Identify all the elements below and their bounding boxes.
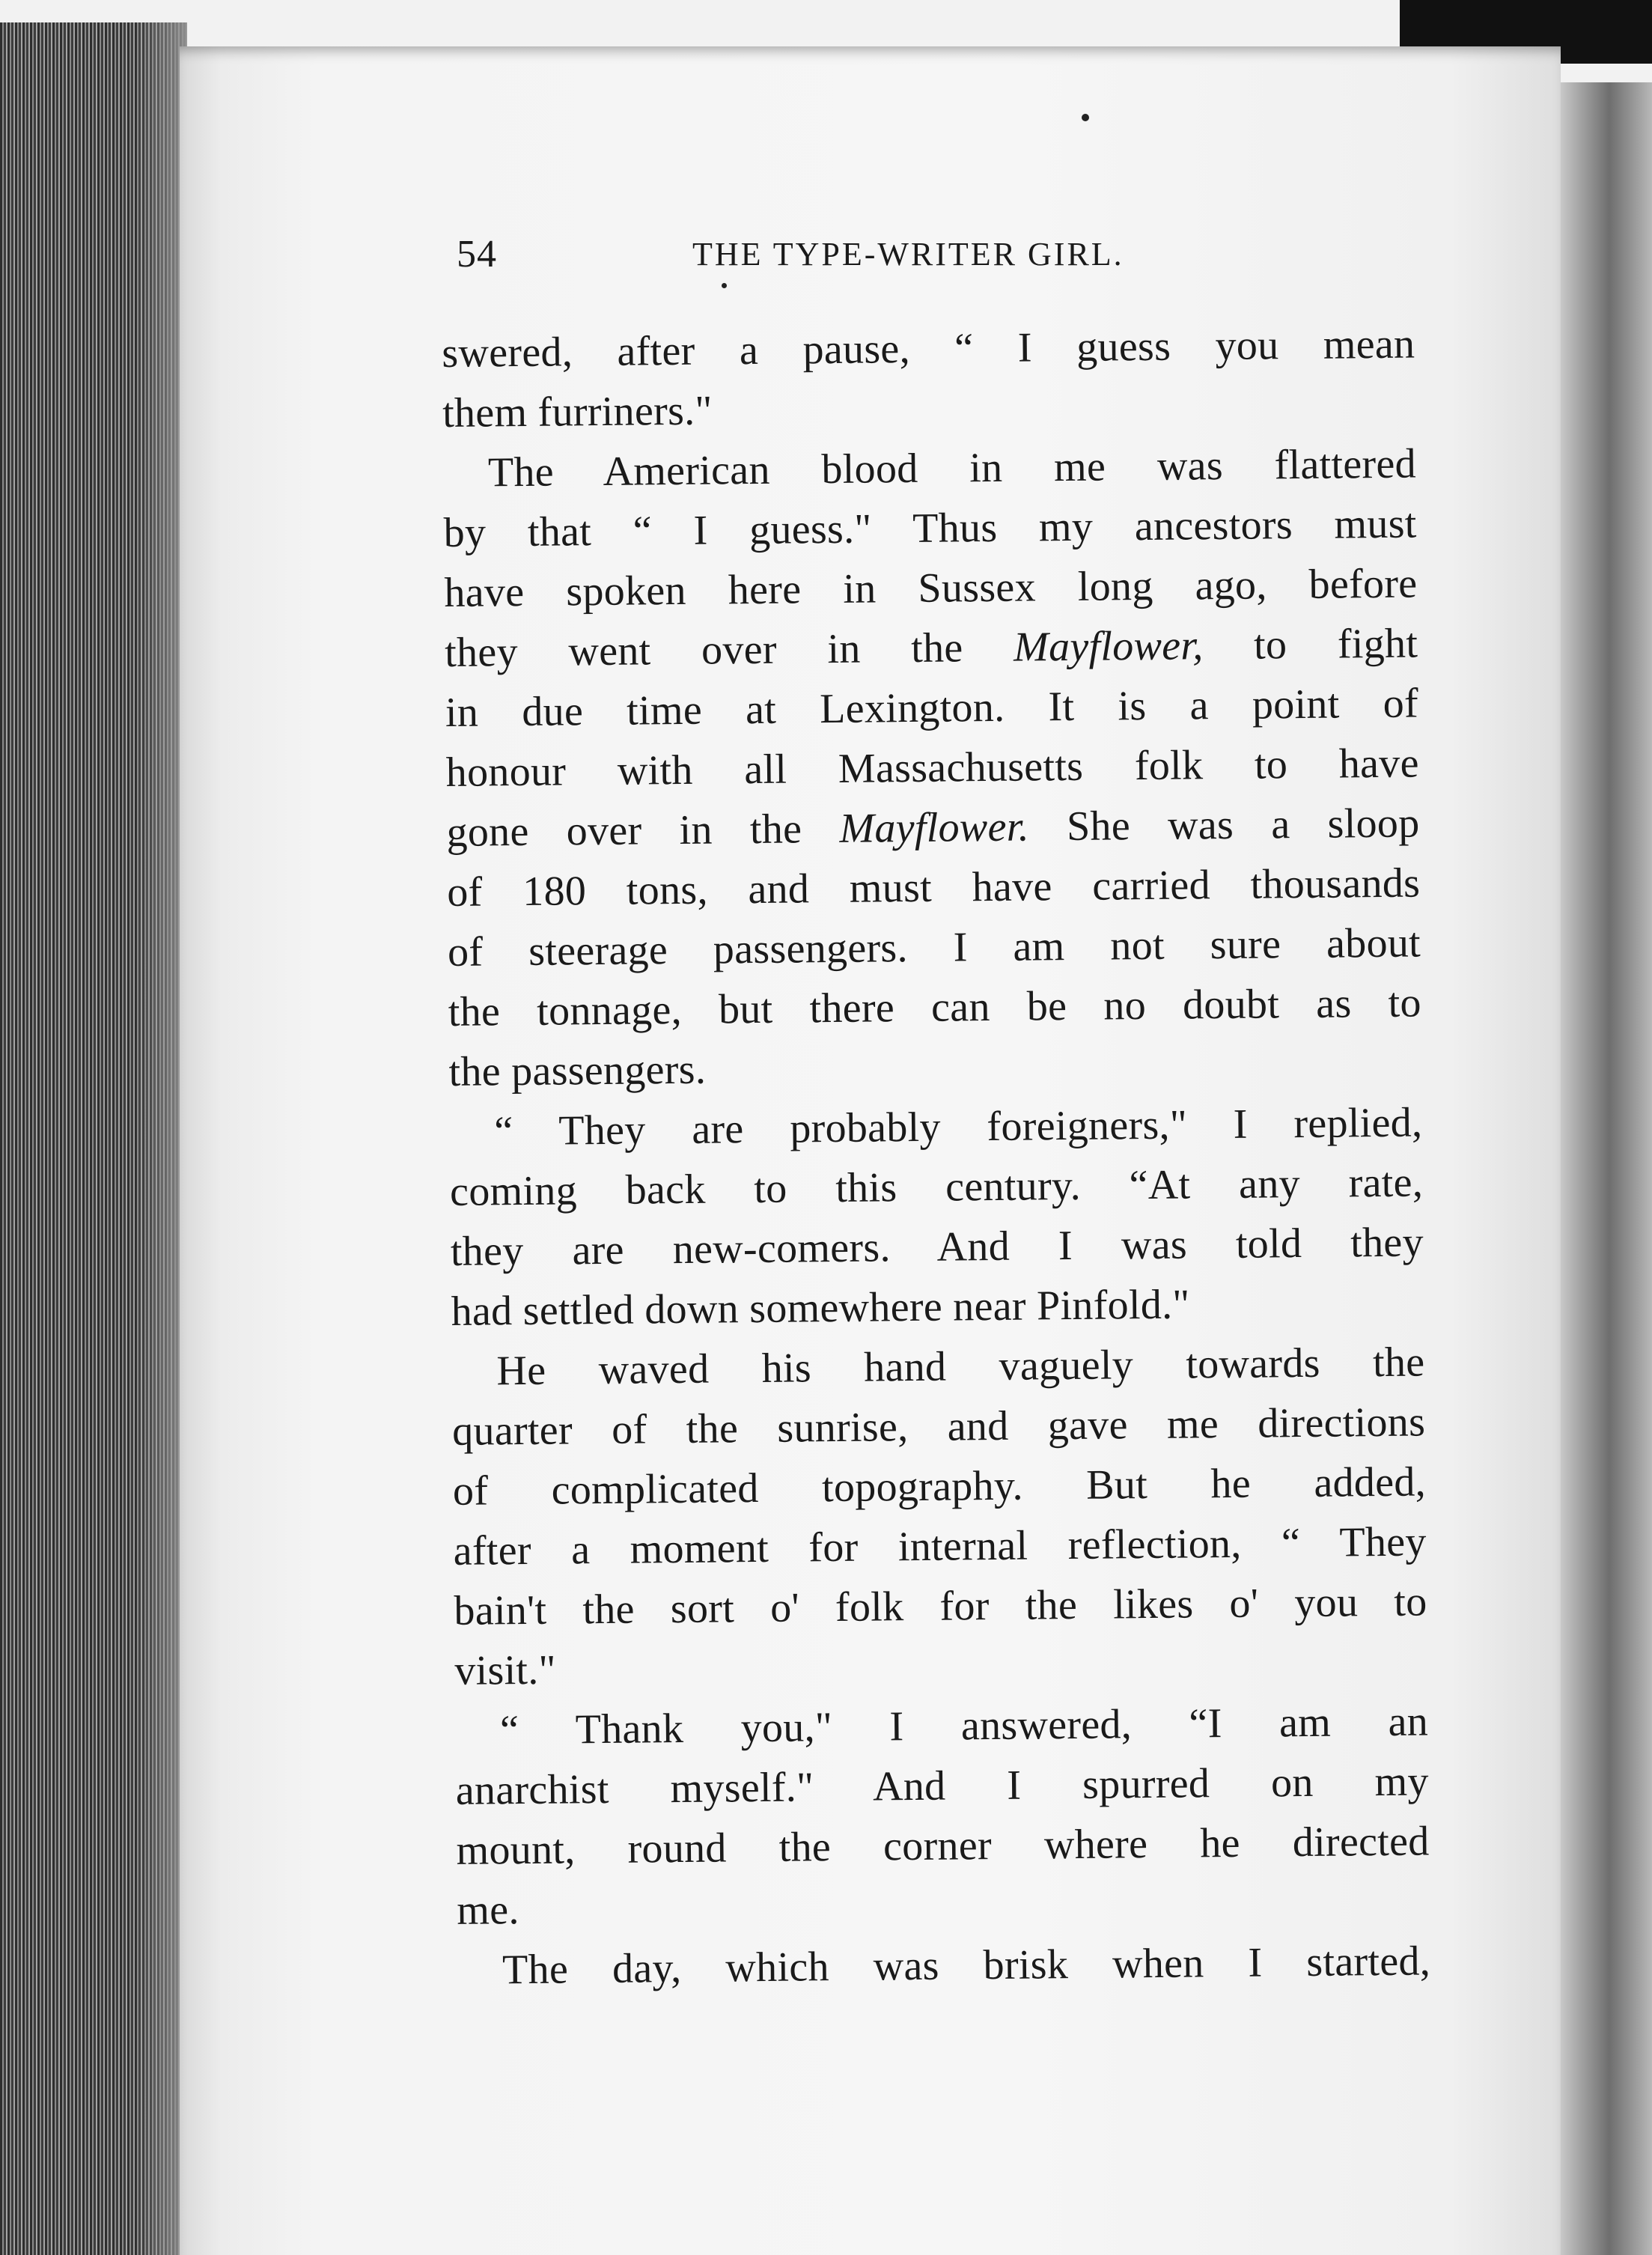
text-line: after a moment for internal reflection, “ They — [453, 1518, 1427, 1574]
text-line: of 180 tons, and must have carried thousands — [446, 859, 1421, 916]
text-line: by that “ I guess." Thus my ancestors must — [443, 500, 1417, 556]
text-line: the passengers. — [448, 1046, 707, 1095]
text-line: had settled down somewhere near Pinfold." — [451, 1281, 1190, 1335]
text-line: the tonnage, but there can be no doubt as to — [448, 979, 1422, 1035]
italic-ship-name: Mayflower. — [839, 803, 1030, 852]
text-line: mount, round the corner where he directed — [456, 1818, 1430, 1874]
text-span: they went over in the — [444, 624, 1014, 676]
text-line: they are new-comers. And I was told they — [450, 1219, 1424, 1275]
ink-speck — [722, 283, 727, 288]
text-line: bain't the sort o' folk for the likes o' you to — [454, 1578, 1427, 1634]
body-text — [442, 314, 1430, 2000]
text-line: of complicated topography. But he added, — [452, 1458, 1427, 1515]
text-span: She was a sloop — [1028, 800, 1420, 850]
text-line: quarter of the sunrise, and gave me directions — [451, 1399, 1426, 1455]
text-line: “ They are probably foreigners," I replied, — [494, 1099, 1423, 1155]
running-head — [457, 228, 1205, 281]
text-line: The American blood in me was flattered — [487, 440, 1417, 496]
book-right-edge — [1557, 82, 1652, 2255]
text-span: to fight — [1203, 620, 1418, 669]
text-line: me. — [457, 1887, 519, 1934]
italic-ship-name: Mayflower, — [1013, 622, 1204, 671]
text-line: in due time at Lexington. It is a point of — [445, 680, 1419, 736]
text-line: honour with all Massachusetts folk to have — [445, 740, 1419, 796]
text-line: “ Thank you," I answered, “I am an — [499, 1698, 1429, 1754]
page-header: THE TYPE-WRITER GIRL. — [692, 236, 1124, 273]
text-line: He waved his hand vaguely towards the — [496, 1339, 1425, 1395]
page-number: 54 — [457, 233, 497, 276]
text-line: have spoken here in Sussex long ago, before — [444, 560, 1418, 616]
text-line: visit." — [454, 1646, 557, 1694]
text-line — [446, 793, 1420, 862]
text-line: of steerage passengers. I am not sure about — [447, 919, 1421, 976]
text-line: The day, which was brisk when I started, — [502, 1938, 1431, 1994]
text-line: them furriners." — [442, 387, 713, 436]
text-line: swered, after a pause, “ I guess you mean — [442, 320, 1415, 377]
text-line: anarchist myself." And I spurred on my — [455, 1758, 1430, 1814]
text-line: coming back to this century. “At any rate, — [449, 1159, 1424, 1215]
text-line — [445, 614, 1418, 683]
ink-speck — [1082, 114, 1089, 121]
text-span: gone over in the — [446, 805, 840, 856]
